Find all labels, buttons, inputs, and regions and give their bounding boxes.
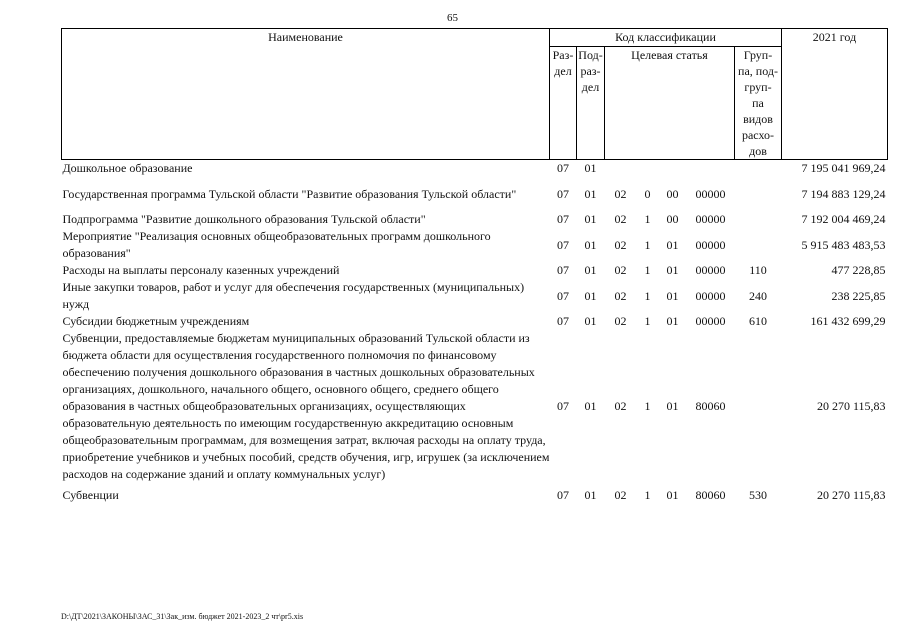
table-row — [62, 177, 888, 211]
row-razdel: 07 — [557, 399, 569, 413]
footer-file-path: D:\ДТ\2021\ЗАКОНЫ\ЗАС_31\Зак_изм. бюджет 2021-2023_2 чт\pr5.xis — [61, 612, 304, 621]
row-podrazdel: 01 — [584, 237, 597, 252]
table-row — [62, 313, 888, 330]
header-podrazdel: Под- раз- дел — [577, 47, 605, 160]
row-amount: 20 270 115,83 — [816, 399, 886, 413]
row-podrazdel: 01 — [584, 314, 597, 328]
row-razdel: 07 — [557, 487, 569, 502]
header-target-article: Целевая статья — [605, 47, 735, 160]
row-group — [735, 160, 782, 178]
row-podrazdel: 01 — [584, 212, 597, 226]
row-target-direction: 80060 — [695, 399, 726, 413]
row-target-event: 01 — [666, 399, 679, 413]
row-target-direction: 00000 — [695, 237, 726, 252]
row-amount: 161 432 699,29 — [810, 314, 886, 328]
table-row — [62, 279, 888, 313]
row-target-direction — [687, 160, 735, 178]
row-amount: 7 192 004 469,24 — [801, 212, 886, 226]
table-row — [62, 228, 888, 262]
row-group: 530 — [749, 487, 767, 502]
row-target-subprogram: 1 — [644, 314, 651, 328]
row-name: Государственная программа Тульской области "Развитие образования Тульской области" — [62, 186, 517, 201]
header-razdel: Раз- дел — [550, 47, 577, 160]
row-amount: 7 194 883 129,24 — [801, 186, 886, 201]
row-razdel: 07 — [557, 237, 569, 252]
row-podrazdel: 01 — [584, 263, 597, 277]
row-amount: 5 915 483 483,53 — [801, 237, 886, 252]
row-group — [735, 211, 782, 228]
row-target-direction: 00000 — [695, 288, 726, 303]
row-name: Мероприятие "Реализация основных общеобразовательных программ дошкольного образования" — [62, 229, 491, 260]
row-name: Субвенции, предоставляемые бюджетам муниципальных образований Тульской области из бюджета области для осуществления государственного полномочия по финансовому обеспечению получения дошкольного образования в частных дошкольных образовательных организациях, дошкольного, начального общего, основного общего, среднего общего образования в частных общеобразовательных организациях, осуществляющих образовательную деятельность по имеющим государственную аккредитацию основным общеобразовательным программам, для возмещения затрат, включая расходы на оплату труда, приобретение учебников и учебных пособий, средств обучения, игр, игрушек (за исключением расходов на содержание зданий и оплату коммунальных услуг) — [62, 331, 550, 481]
row-target-subprogram: 1 — [644, 288, 651, 303]
row-target-subprogram — [637, 160, 659, 178]
row-target-subprogram: 1 — [644, 263, 651, 277]
row-target-subprogram: 1 — [644, 237, 651, 252]
row-name: Субвенции — [62, 487, 119, 502]
row-target-direction: 00000 — [695, 186, 726, 201]
row-name: Субсидии бюджетным учреждениям — [62, 314, 250, 328]
row-podrazdel: 01 — [584, 186, 597, 201]
row-target-program — [605, 160, 637, 178]
table-row — [62, 262, 888, 279]
row-name: Подпрограмма "Развитие дошкольного образования Тульской области" — [62, 212, 426, 226]
row-target-program: 02 — [614, 212, 627, 226]
header-year: 2021 год — [782, 29, 888, 160]
row-group: 240 — [749, 288, 767, 303]
row-razdel: 07 — [557, 212, 569, 226]
row-group — [735, 228, 782, 262]
row-group: 110 — [749, 263, 767, 277]
row-target-event — [659, 160, 687, 178]
row-podrazdel: 01 — [584, 487, 597, 502]
row-amount: 477 228,85 — [831, 263, 886, 277]
row-razdel: 07 — [557, 314, 569, 328]
row-target-event: 00 — [666, 186, 679, 201]
row-target-event: 01 — [666, 237, 679, 252]
row-podrazdel: 01 — [584, 399, 597, 413]
row-target-subprogram: 0 — [644, 186, 651, 201]
table-row — [62, 211, 888, 228]
row-amount: 20 270 115,83 — [816, 487, 886, 502]
row-podrazdel: 01 — [584, 161, 597, 175]
row-target-event: 01 — [666, 263, 679, 277]
row-target-event: 01 — [666, 288, 679, 303]
row-name: Иные закупки товаров, работ и услуг для обеспечения государственных (муниципальных) нужд — [62, 280, 525, 311]
row-target-subprogram: 1 — [644, 487, 651, 502]
row-podrazdel: 01 — [584, 288, 597, 303]
row-target-event: 01 — [666, 314, 679, 328]
header-group: Груп- па, под- груп- па видов расхо- дов — [735, 47, 782, 160]
row-target-program: 02 — [614, 237, 627, 252]
table-row — [62, 330, 888, 483]
row-target-direction: 00000 — [695, 212, 726, 226]
row-name: Расходы на выплаты персоналу казенных учреждений — [62, 263, 340, 277]
row-name: Дошкольное образование — [62, 161, 193, 175]
row-target-subprogram: 1 — [644, 212, 651, 226]
row-amount: 7 195 041 969,24 — [801, 161, 886, 175]
row-group — [735, 330, 782, 483]
row-group: 610 — [749, 314, 767, 328]
budget-table — [61, 28, 888, 507]
row-target-subprogram: 1 — [644, 399, 651, 413]
row-target-event: 01 — [666, 487, 679, 502]
row-razdel: 07 — [557, 186, 569, 201]
row-target-program: 02 — [614, 263, 627, 277]
table-row — [62, 483, 888, 507]
row-target-program: 02 — [614, 186, 627, 201]
row-target-program: 02 — [614, 288, 627, 303]
row-target-program: 02 — [614, 487, 627, 502]
page-number: 65 — [447, 12, 458, 24]
row-target-event: 00 — [666, 212, 679, 226]
row-amount: 238 225,85 — [831, 288, 886, 303]
row-target-program: 02 — [614, 399, 627, 413]
header-name: Наименование — [62, 29, 550, 160]
row-razdel: 07 — [557, 161, 569, 175]
row-group — [735, 177, 782, 211]
row-razdel: 07 — [557, 263, 569, 277]
row-target-direction: 80060 — [695, 487, 726, 502]
row-razdel: 07 — [557, 288, 569, 303]
table-row — [62, 160, 888, 178]
row-target-direction: 00000 — [695, 314, 726, 328]
row-target-program: 02 — [614, 314, 627, 328]
row-target-direction: 00000 — [695, 263, 726, 277]
header-code-group: Код классификации — [550, 29, 782, 47]
